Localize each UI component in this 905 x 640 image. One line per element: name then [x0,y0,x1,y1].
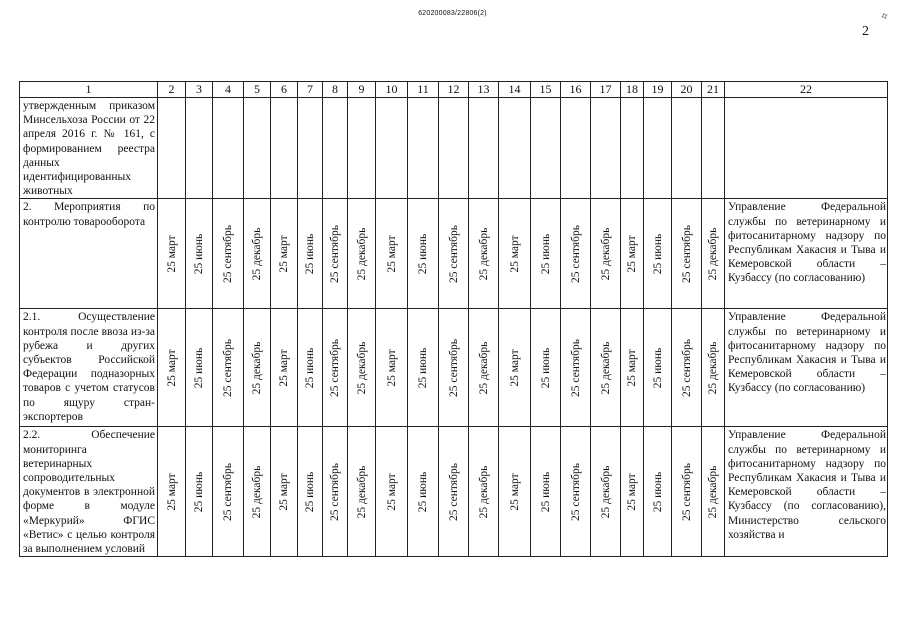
quarter-cell [469,98,499,199]
quarter-date-label: 25 июнь [651,471,664,513]
corner-mark: ⟡ [878,9,890,23]
quarter-cell [439,309,469,427]
quarter-date-label: 25 декабрь [707,227,719,281]
quarter-cell [531,427,561,557]
quarter-date-label: 25 декабрь [707,341,719,395]
quarter-cell [244,98,271,199]
quarter-date-label: 25 март [165,473,178,511]
page-number: 2 [862,24,869,39]
quarter-cell [439,98,469,199]
quarter-cell [702,427,725,557]
quarter-date-label: 25 июнь [304,471,316,513]
quarter-date-label: 25 март [508,235,521,273]
table-row [20,309,888,427]
quarter-date-label: 25 июнь [193,471,205,513]
header-cell-7: 7 [298,82,323,98]
quarter-date-label: 25 март [165,235,178,273]
quarter-cell [621,427,644,557]
quarter-cell [376,309,408,427]
quarter-date-label: 25 июнь [304,347,316,389]
header-cell-16: 16 [561,82,591,98]
header-cell-5: 5 [244,82,271,98]
quarter-cell [323,199,348,309]
quarter-cell [348,199,376,309]
quarter-cell [158,98,186,199]
header-cell-2: 2 [158,82,186,98]
header-cell-9: 9 [348,82,376,98]
quarter-cell [158,427,186,557]
header-cell-6: 6 [271,82,298,98]
quarter-date-label: 25 март [508,473,521,511]
quarter-date-label: 25 июнь [539,347,552,389]
quarter-cell [469,199,499,309]
responsible-cell: Управление Федеральной службы по ветеринарному и фитосанитарному надзору по Республикам Хакасия и Тыва и Кемеровской области – Кузбассу (по согласованию), Министерство сельского хозяйства и [725,427,888,557]
quarter-date-label: 25 сентябрь [329,224,341,283]
quarter-cell [213,427,244,557]
quarter-date-label: 25 сентябрь [447,224,460,283]
quarter-cell [469,427,499,557]
header-cell-21: 21 [702,82,725,98]
quarter-cell [271,427,298,557]
quarter-date-label: 25 сентябрь [329,462,341,521]
quarter-cell [672,98,702,199]
quarter-date-label: 25 сентябрь [222,224,234,283]
header-cell-11: 11 [408,82,439,98]
document-id: 620200083/22806(2) [418,10,487,17]
quarter-cell [672,427,702,557]
quarter-cell [439,427,469,557]
quarter-date-label: 25 июнь [193,347,205,389]
quarter-cell [561,98,591,199]
header-cell-12: 12 [439,82,469,98]
quarter-cell [186,199,213,309]
quarter-date-label: 25 июнь [304,233,316,275]
measure-cell: 2. Мероприятия по контролю товарооборота [20,199,158,309]
quarter-date-label: 25 декабрь [251,341,263,395]
quarter-cell [408,427,439,557]
quarter-cell [499,427,531,557]
quarter-date-label: 25 сентябрь [447,338,460,397]
quarter-cell [561,309,591,427]
header-cell-1: 1 [20,82,158,98]
quarter-date-label: 25 март [626,349,638,387]
quarter-date-label: 25 март [626,235,638,273]
quarter-cell [348,309,376,427]
quarter-date-label: 25 декабрь [599,341,612,395]
quarter-cell [499,98,531,199]
quarter-cell [323,98,348,199]
quarter-cell [621,309,644,427]
quarter-cell [376,199,408,309]
quarter-cell [348,427,376,557]
quarter-cell [702,98,725,199]
quarter-cell [158,199,186,309]
quarter-cell [439,199,469,309]
quarter-cell [531,199,561,309]
quarter-date-label: 25 сентябрь [569,462,582,521]
quarter-cell [531,98,561,199]
header-cell-22: 22 [725,82,888,98]
quarter-date-label: 25 март [626,473,638,511]
quarter-cell [213,199,244,309]
quarter-cell [672,309,702,427]
quarter-date-label: 25 декабрь [477,227,490,281]
quarter-cell [298,98,323,199]
responsible-cell: Управление Федеральной службы по ветеринарному и фитосанитарному надзору по Республикам Хакасия и Тыва и Кемеровской области – Кузбассу (по согласованию) [725,199,888,309]
header-cell-4: 4 [213,82,244,98]
quarter-date-label: 25 март [508,349,521,387]
quarter-date-label: 25 июнь [417,347,429,389]
quarter-cell [408,309,439,427]
quarter-cell [644,199,672,309]
quarter-date-label: 25 декабрь [251,227,263,281]
quarter-cell [408,199,439,309]
quarter-date-label: 25 март [165,349,178,387]
quarter-cell [271,98,298,199]
quarter-date-label: 25 март [385,473,398,511]
quarter-cell [271,199,298,309]
quarter-cell [591,98,621,199]
quarter-cell [323,309,348,427]
header-cell-13: 13 [469,82,499,98]
quarter-date-label: 25 сентябрь [447,462,460,521]
quarter-cell [644,309,672,427]
quarter-cell [158,309,186,427]
quarter-cell [499,199,531,309]
header-cell-15: 15 [531,82,561,98]
header-cell-10: 10 [376,82,408,98]
table-row [20,199,888,309]
quarter-cell [323,427,348,557]
quarter-date-label: 25 март [278,349,290,387]
quarter-cell [621,98,644,199]
quarter-date-label: 25 декабрь [251,465,263,519]
quarter-cell [244,199,271,309]
quarter-cell [298,427,323,557]
quarter-cell [298,309,323,427]
measure-cell: 2.2. Обеспечение мониторинга ветеринарных сопроводительных документов в электронной форме в модуле «Меркурий» ФГИС «Ветис» с целью контроля за выполнением условий [20,427,158,557]
quarter-date-label: 25 декабрь [355,341,368,395]
quarter-cell [591,309,621,427]
quarter-date-label: 25 июнь [417,233,429,275]
quarter-cell [244,309,271,427]
quarter-date-label: 25 сентябрь [680,338,693,397]
quarter-cell [561,199,591,309]
quarter-cell [186,98,213,199]
quarter-date-label: 25 декабрь [707,465,719,519]
quarter-date-label: 25 март [385,235,398,273]
quarter-date-label: 25 сентябрь [680,224,693,283]
table-body [20,82,888,557]
quarter-date-label: 25 июнь [651,233,664,275]
quarter-date-label: 25 сентябрь [680,462,693,521]
table-row [20,98,888,199]
quarter-date-label: 25 сентябрь [329,338,341,397]
quarter-cell [621,199,644,309]
quarter-cell [271,309,298,427]
quarter-cell [376,427,408,557]
quarter-date-label: 25 декабрь [355,465,368,519]
quarter-date-label: 25 март [385,349,398,387]
quarter-cell [376,98,408,199]
quarter-date-label: 25 июнь [651,347,664,389]
quarter-date-label: 25 июнь [417,471,429,513]
quarter-cell [644,427,672,557]
quarter-date-label: 25 декабрь [477,341,490,395]
quarter-cell [702,309,725,427]
quarter-date-label: 25 декабрь [599,227,612,281]
measure-cell: 2.1. Осуществление контроля после ввоза из-за рубежа и других субъектов Российской Федерации подназорных товаров с учетом статусов по ящуру стран-экспортеров [20,309,158,427]
quarter-cell [672,199,702,309]
quarter-date-label: 25 июнь [539,233,552,275]
quarter-cell [591,427,621,557]
quarter-date-label: 25 март [278,473,290,511]
quarter-cell [561,427,591,557]
header-cell-3: 3 [186,82,213,98]
quarter-cell [213,98,244,199]
header-row [20,82,888,98]
quarter-date-label: 25 сентябрь [222,338,234,397]
responsible-cell: Управление Федеральной службы по ветеринарному и фитосанитарному надзору по Республикам Хакасия и Тыва и Кемеровской области – Кузбассу (по согласованию) [725,309,888,427]
measure-cell: утвержденным приказом Минсельхоза России от 22 апреля 2016 г. № 161, с формированием реестра данных идентифицированных животных [20,98,158,199]
quarter-date-label: 25 декабрь [599,465,612,519]
quarter-date-label: 25 сентябрь [222,462,234,521]
header-cell-14: 14 [499,82,531,98]
quarter-cell [644,98,672,199]
header-cell-20: 20 [672,82,702,98]
quarter-date-label: 25 июнь [539,471,552,513]
quarter-cell [408,98,439,199]
quarter-date-label: 25 декабрь [477,465,490,519]
quarter-cell [213,309,244,427]
quarter-date-label: 25 сентябрь [569,224,582,283]
quarter-date-label: 25 декабрь [355,227,368,281]
header-cell-17: 17 [591,82,621,98]
quarter-cell [469,309,499,427]
schedule-table [19,81,888,557]
quarter-cell [298,199,323,309]
quarter-cell [186,309,213,427]
table-row [20,427,888,557]
header-cell-18: 18 [621,82,644,98]
header-cell-8: 8 [323,82,348,98]
quarter-cell [348,98,376,199]
quarter-cell [499,309,531,427]
responsible-cell [725,98,888,199]
quarter-cell [591,199,621,309]
quarter-date-label: 25 июнь [193,233,205,275]
quarter-cell [702,199,725,309]
quarter-cell [531,309,561,427]
quarter-cell [244,427,271,557]
quarter-date-label: 25 сентябрь [569,338,582,397]
header-cell-19: 19 [644,82,672,98]
quarter-cell [186,427,213,557]
quarter-date-label: 25 март [278,235,290,273]
